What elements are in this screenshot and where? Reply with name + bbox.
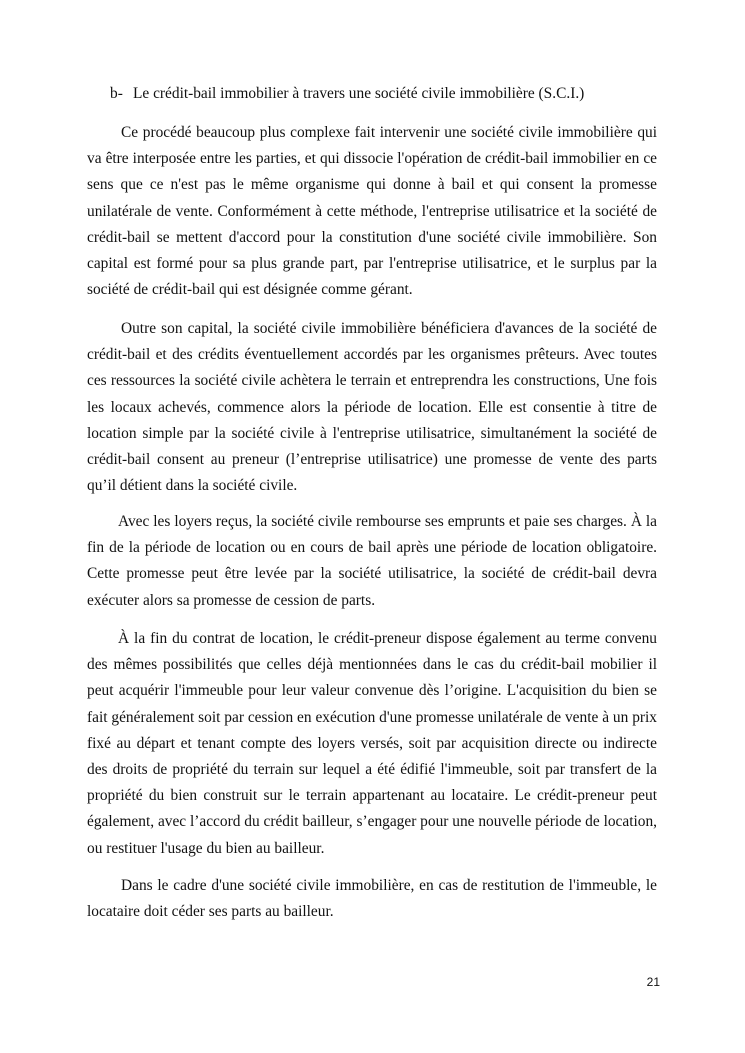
- section-marker: b-: [110, 85, 123, 102]
- paragraph-restitution: Dans le cadre d'une société civile immobilière, en cas de restitution de l'immeuble, le locataire doit céder ses parts au bailleur.: [87, 877, 657, 921]
- section-title: Le crédit-bail immobilier à travers une société civile immobilière (S.C.I.): [133, 85, 585, 102]
- section-heading: [110, 84, 670, 104]
- paragraph-rent-and-promise: Avec les loyers reçus, la société civile rembourse ses emprunts et paie ses charges. À la fin de la période de location ou en cours de bail après une période de location obligatoire. Cette promesse peut être levée par la société utilisatrice, la société de crédit-bail devra exécuter alors sa promesse de cession de parts.: [87, 513, 657, 609]
- page-number: 21: [646, 975, 660, 989]
- paragraph-sci-procedure: Ce procédé beaucoup plus complexe fait intervenir une société civile immobilière qui va être interposée entre les parties, et qui dissocie l'opération de crédit-bail immobilier en ce sens que ce n'est pas le même organisme qui donne à bail et qui consent la promesse unilatérale de vente. Conformément à cette méthode, l'entreprise utilisatrice et la société de crédit-bail se mettent d'accord pour la constitution d'une société civile immobilière. Son capital est formé pour sa plus grande part, par l'entreprise utilisatrice, et le surplus par la société de crédit-bail qui est désignée comme gérant.: [87, 124, 657, 299]
- paragraph-capital-and-location: Outre son capital, la société civile immobilière bénéficiera d'avances de la société de crédit-bail et des crédits éventuellement accordés par les organismes prêteurs. Avec toutes ces ressources la société civile achètera le terrain et entreprendra les constructions, Une fois les locaux achevés, commence alors la période de location. Elle est consentie à titre de location simple par la société civile à l'entreprise utilisatrice, simultanément la société de crédit-bail consent au preneur (l’entreprise utilisatrice) une promesse de vente des parts qu’il détient dans la société civile.: [87, 320, 657, 495]
- paragraph-end-of-contract: À la fin du contrat de location, le crédit-preneur dispose également au terme convenu des mêmes possibilités que celles déjà mentionnées dans le cas du crédit-bail mobilier il peut acquérir l'immeuble pour leur valeur convenue dès l’origine. L'acquisition du bien se fait généralement soit par cession en exécution d'une promesse unilatérale de vente à un prix fixé au départ et tenant compte des loyers versés, soit par acquisition directe ou indirecte des droits de propriété du terrain sur lequel a été édifié l'immeuble, soit par transfert de la propriété du bien construit sur le terrain appartenant au locataire. Le crédit-preneur peut également, avec l’accord du crédit bailleur, s’engager pour une nouvelle période de location, ou restituer l'usage du bien au bailleur.: [87, 630, 657, 857]
